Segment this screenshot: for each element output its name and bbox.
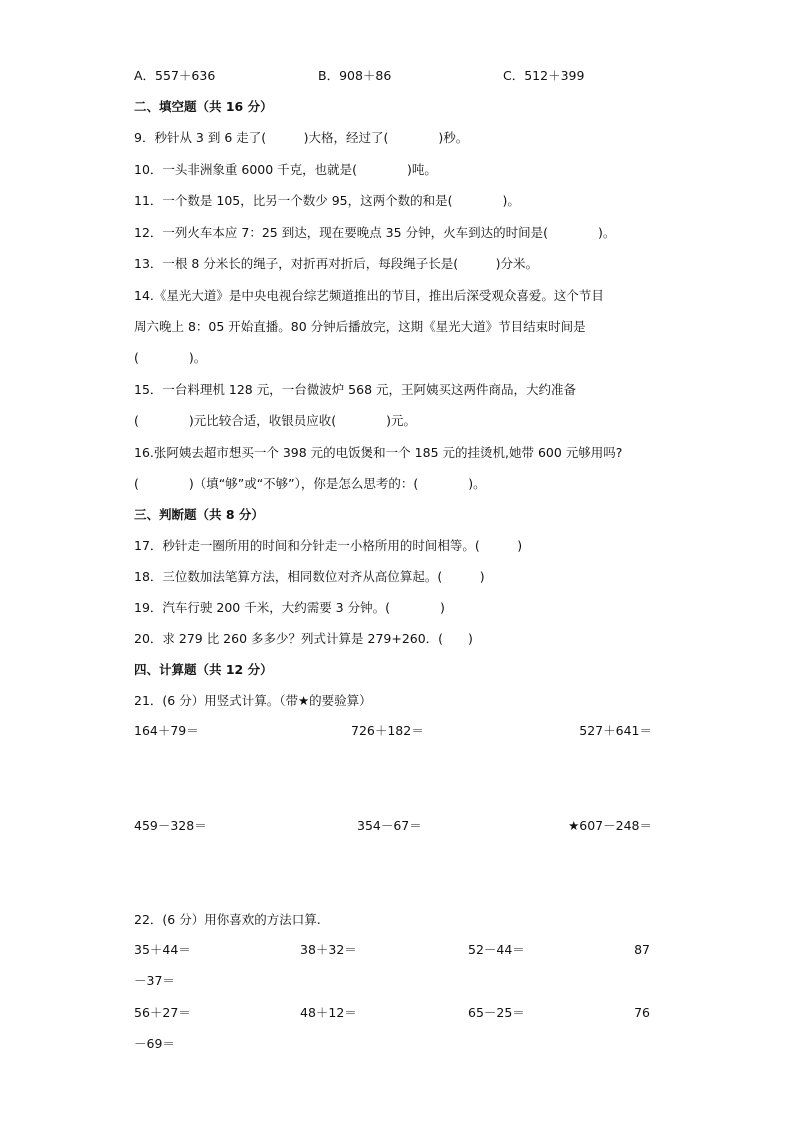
mental-math-expression: 38＋32＝ (300, 942, 357, 957)
question-11: 11．一个数是 105，比另一个数少 95，这两个数的和是( )。 (134, 193, 520, 208)
mental-math-expression: 56＋27＝ (134, 1005, 191, 1020)
mental-math-expression: 35＋44＝ (134, 942, 191, 957)
question-14-line-2: 周六晚上 8：05 开始直播。80 分钟后播放完，这期《星光大道》节目结束时间是 (134, 319, 586, 334)
mental-math-expression: 48＋12＝ (300, 1005, 357, 1020)
mental-math-expression-wrap: －37＝ (134, 973, 175, 988)
question-12: 12．一列火车本应 7：25 到达，现在要晚点 35 分钟，火车到达的时间是( )。 (134, 225, 616, 240)
question-19: 19．汽车行驶 200 千米，大约需要 3 分钟。( ) (134, 600, 445, 615)
calc-expression: ★607－248＝ (568, 818, 652, 833)
section-3-title: 三、判断题（共 8 分） (134, 507, 264, 522)
calc-expression: 726＋182＝ (351, 723, 424, 738)
question-15-line-2: ( )元比较合适，收银员应收( )元。 (134, 413, 417, 428)
section-2-title: 二、填空题（共 16 分） (134, 99, 273, 114)
question-17: 17．秒针走一圈所用的时间和分针走一小格所用的时间相等。( ) (134, 538, 523, 553)
calc-expression: 459－328＝ (134, 818, 207, 833)
question-9: 9．秒针从 3 到 6 走了( )大格，经过了( )秒。 (134, 130, 469, 145)
mental-math-expression: 52－44＝ (468, 942, 525, 957)
calc-expression: 354－67＝ (357, 818, 422, 833)
question-22-prompt: 22．(6 分）用你喜欢的方法口算. (134, 912, 321, 927)
mental-math-expression-wrap: －69＝ (134, 1036, 175, 1051)
question-18: 18．三位数加法笔算方法，相同数位对齐从高位算起。( ) (134, 569, 485, 584)
question-15-line-1: 15．一台料理机 128 元，一台微波炉 568 元，王阿姨买这两件商品，大约准备 (134, 382, 577, 397)
mental-math-expression: 65－25＝ (468, 1005, 525, 1020)
section-4-title: 四、计算题（共 12 分） (134, 662, 273, 677)
calc-expression: 527＋641＝ (579, 723, 652, 738)
option-c: C．512＋399 (503, 68, 585, 83)
question-20: 20．求 279 比 260 多多少？列式计算是 279+260．( ) (134, 631, 473, 646)
question-16-line-2: ( )（填“够”或“不够”），你是怎么思考的：( )。 (134, 476, 486, 491)
question-10: 10．一头非洲象重 6000 千克，也就是( )吨。 (134, 162, 437, 177)
option-b: B．908＋86 (318, 68, 392, 83)
calc-expression: 164＋79＝ (134, 723, 199, 738)
mental-math-expression: 76 (634, 1005, 650, 1020)
mental-math-expression: 87 (634, 942, 650, 957)
question-13: 13．一根 8 分米长的绳子，对折再对折后，每段绳子长是( )分米。 (134, 256, 539, 271)
question-16-line-1: 16.张阿姨去超市想买一个 398 元的电饭煲和一个 185 元的挂烫机,她带 600 元够用吗? (134, 445, 623, 460)
question-14-line-1: 14.《星光大道》是中央电视台综艺频道推出的节目，推出后深受观众喜爱。这个节目 (134, 288, 604, 303)
option-a: A．557＋636 (134, 68, 216, 83)
question-14-line-3: ( )。 (134, 350, 207, 365)
question-21-prompt: 21．(6 分）用竖式计算。（带★的要验算） (134, 693, 372, 708)
